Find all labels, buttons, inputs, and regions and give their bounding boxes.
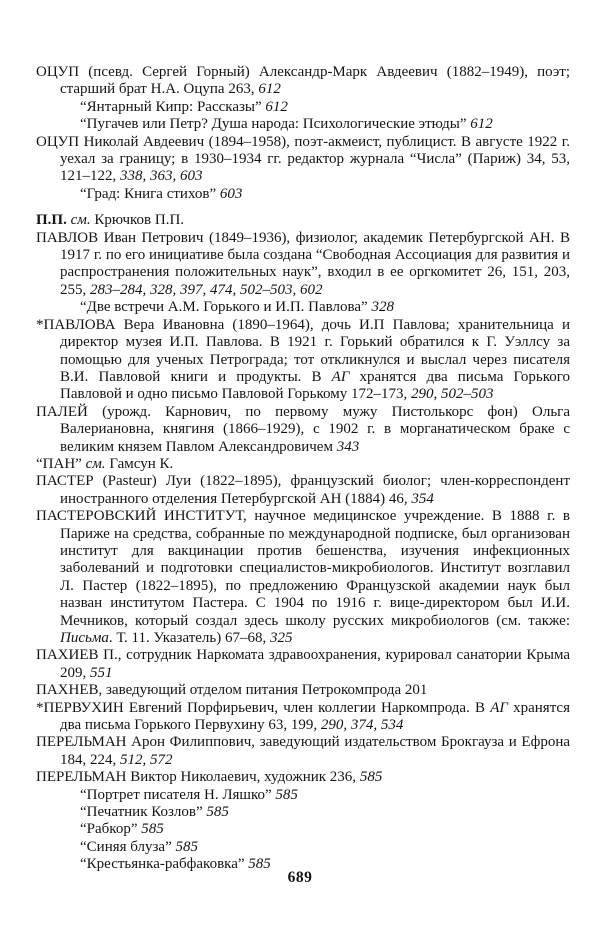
text-run: АГ bbox=[490, 699, 508, 716]
text-run: 354 bbox=[411, 490, 434, 507]
index-entry bbox=[36, 734, 570, 769]
index-entry bbox=[36, 404, 570, 456]
text-run: ПАСТЕРОВСКИЙ ИНСТИТУТ, научное медицинское учреждение. В 1888 г. в Париже на средства, собранные по международной подписке, был организован институт для вакцинации против бешенства, изучения инфекционных заболеваний и подготовки специалистов-микробиологов. Институт возглавил Л. Пастер (1822–1895), по предложению Французской академии наук был назван институтом Пастера. С 1904 по 1916 г. вице-директором был И.И. Мечников, который создал здесь школу русских микробиологов (см. также: bbox=[36, 508, 570, 629]
text-run: 612 bbox=[470, 116, 493, 133]
work-title-line bbox=[36, 299, 570, 316]
index-entry bbox=[36, 317, 570, 404]
text-run: 585 bbox=[248, 856, 271, 873]
work-title-line bbox=[36, 116, 570, 133]
index-entry bbox=[36, 212, 570, 229]
text-run: 338, 363, 603 bbox=[120, 168, 203, 185]
text-run: ОЦУП (псевд. Сергей Горный) Александр-Марк Авдеевич (1882–1949), поэт; старший брат Н.А. Оцупа 263, bbox=[36, 64, 570, 98]
text-run: “Портрет писателя Н. Ляшко” bbox=[80, 786, 276, 803]
index-entry bbox=[36, 134, 570, 186]
work-title-line bbox=[36, 787, 570, 804]
text-run: 585 bbox=[359, 769, 383, 786]
text-run: “ПАН” bbox=[36, 455, 86, 472]
text-run: *ПЕРВУХИН Евгений Порфирьевич, член коллегии Наркомпрода. В bbox=[36, 699, 491, 716]
text-run: хранятся два письма Горького Павловой и одно письмо Павловой Горькому 172–173, bbox=[60, 368, 570, 403]
index-entry bbox=[36, 647, 570, 682]
text-run: см. bbox=[85, 455, 106, 472]
work-title-line bbox=[36, 186, 570, 203]
text-run: “Град: Книга стихов” bbox=[80, 185, 220, 202]
text-run: ОЦУП Николай Авдеевич (1894–1958), поэт-акмеист, публицист. В августе 1922 г. уехал за границу; в 1930–1934 гг. редактор журнала “Числа” (Париж) 34, 53, 121–122, bbox=[36, 133, 570, 185]
text-run: см. bbox=[70, 212, 91, 229]
text-run: 290, 502–503 bbox=[410, 386, 494, 403]
text-run: П.П. bbox=[36, 212, 67, 229]
work-title-line bbox=[36, 821, 570, 838]
text-run: 585 bbox=[206, 804, 229, 821]
text-run: ПАВЛОВ Иван Петрович (1849–1936), физиолог, академик Петербургской АН. В 1917 г. по его инициативе была создана “Свободная Ассоциация для развития и распространения положительных наук”, входил в ее оргкомитет 26, 151, 203, 255, bbox=[36, 229, 570, 298]
text-run: 612 bbox=[265, 98, 288, 115]
index-entry bbox=[36, 682, 570, 699]
text-run: 612 bbox=[258, 81, 281, 98]
text-run: 283–284, 328, 397, 474, 502–503, 602 bbox=[90, 281, 323, 298]
text-run: хранятся два письма Горького Первухину 63, 199, bbox=[60, 699, 570, 734]
text-run: 603 bbox=[219, 185, 243, 202]
text-run: “Пугачев или Петр? Душа народа: Психологические этюды” bbox=[80, 116, 471, 133]
index-entry bbox=[36, 456, 570, 473]
work-title-line bbox=[36, 804, 570, 821]
text-run: 585 bbox=[275, 786, 298, 803]
index-entry bbox=[36, 64, 570, 99]
text-run: ПАХНЕВ, заведующий отделом питания Петрокомпрода 201 bbox=[36, 682, 428, 699]
text-run: 290, 374, 534 bbox=[320, 717, 404, 734]
text-run: ПАСТЕР (Pasteur) Луи (1822–1895), французский биолог; член-корреспондент иностранного отделения Петербургской АН (1884) 46, bbox=[36, 473, 570, 507]
text-run: “Печатник Козлов” bbox=[80, 804, 207, 821]
text-run: *ПАВЛОВА Вера Ивановна (1890–1964), дочь И.П Павлова; хранительница и директор музея И.П. Павлова. В 1921 г. Горький обратился к Г. Уэллсу за помощью для ученых Петрограда; тот откликнулся и выслал через писателя В.И. Павловой книги и продукты. В bbox=[36, 316, 570, 385]
text-run: Письма bbox=[60, 630, 109, 646]
page-number: 689 bbox=[287, 869, 313, 886]
text-run: 585 bbox=[175, 838, 199, 855]
text-run: 325 bbox=[270, 630, 293, 646]
text-run: ПЕРЕЛЬМАН Виктор Николаевич, художник 236, bbox=[36, 769, 360, 786]
text-run: . Т. 11. Указатель) 67–68, bbox=[108, 630, 270, 646]
text-run: 585 bbox=[141, 821, 164, 838]
text-run: 551 bbox=[90, 664, 113, 681]
index-entry bbox=[36, 230, 570, 300]
text-run: ПЕРЕЛЬМАН Арон Филиппович, заведующий издательством Брокгауза и Ефрона 184, 224, bbox=[36, 734, 570, 768]
text-run: 512, 572 bbox=[120, 751, 173, 768]
text-run: Крючков П.П. bbox=[90, 212, 185, 229]
text-run: “Янтарный Кипр: Рассказы” bbox=[80, 98, 266, 115]
index-entry bbox=[36, 508, 570, 647]
work-title-line bbox=[36, 839, 570, 856]
text-run: 343 bbox=[336, 438, 360, 455]
index-entry bbox=[36, 769, 570, 786]
text-run: АГ bbox=[331, 368, 350, 385]
text-run: 328 bbox=[371, 299, 394, 316]
text-run: “Крестьянка-рабфаковка” bbox=[80, 856, 249, 873]
text-run: “Синяя блуза” bbox=[80, 838, 176, 855]
text-run: ПАЛЕЙ (урожд. Карнович, по первому мужу Пистолькорс фон) Ольга Валериановна, княгиня (1866–1929), с 1902 г. в морганатическом браке с великим князем Павлом Александровичем bbox=[36, 403, 570, 455]
text-run: ПАХИЕВ П., сотрудник Наркомата здравоохранения, курировал санатории Крыма 209, bbox=[36, 647, 570, 681]
text-run: Гамсун К. bbox=[105, 455, 174, 472]
work-title-line bbox=[36, 99, 570, 116]
text-run: “Две встречи А.М. Горького и И.П. Павлова” bbox=[80, 299, 372, 316]
text-run: “Рабкор” bbox=[80, 821, 142, 838]
index-entry bbox=[36, 700, 570, 735]
index-entry bbox=[36, 473, 570, 508]
